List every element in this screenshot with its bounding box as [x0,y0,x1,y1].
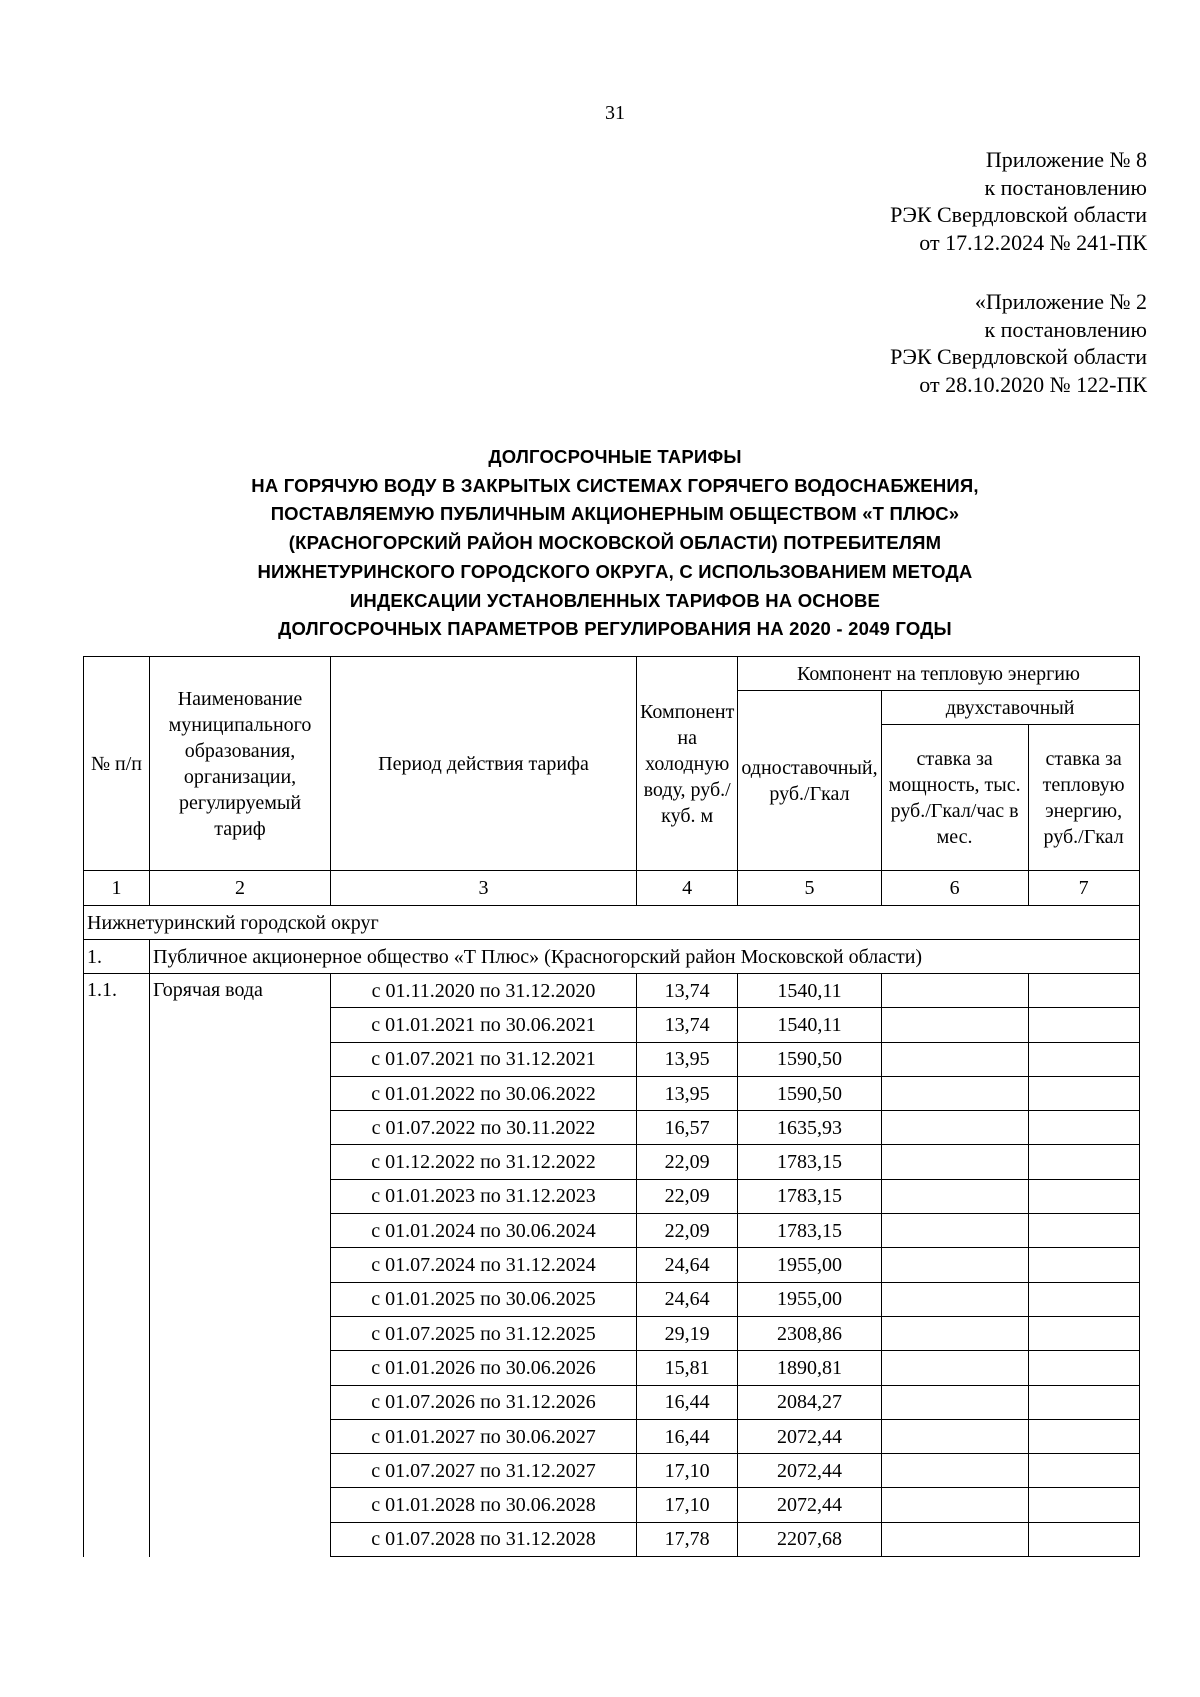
energy-rate-cell [1028,974,1139,1008]
title-line: ДОЛГОСРОЧНЫЕ ТАРИФЫ [488,446,742,467]
energy-rate-cell [1028,1522,1139,1556]
title-line: ИНДЕКСАЦИИ УСТАНОВЛЕННЫХ ТАРИФОВ НА ОСНОВЕ [349,589,881,611]
single-rate-cell: 2308,86 [738,1316,881,1350]
cold-water-cell: 13,74 [637,974,738,1008]
single-rate-cell: 1590,50 [738,1076,881,1110]
cold-water-cell: 16,44 [637,1419,738,1453]
title-line: НИЖНЕТУРИНСКОГО ГОРОДСКОГО ОКРУГА, С ИСПОЛЬЗОВАНИЕМ МЕТОДА [257,560,973,582]
single-rate-cell: 2207,68 [738,1522,881,1556]
cold-water-cell: 22,09 [637,1214,738,1248]
energy-rate-cell [1028,1076,1139,1110]
table-row [84,974,1140,1008]
energy-rate-cell [1028,1145,1139,1179]
district-row: Нижнетуринский городской округ [84,906,1140,940]
energy-rate-cell [1028,1488,1139,1522]
cold-water-cell: 22,09 [637,1145,738,1179]
capacity-rate-cell [881,1008,1028,1042]
page-number: 31 [605,102,625,124]
capacity-rate-cell [881,1419,1028,1453]
title-line: ПОСТАВЛЯЕМУЮ ПУБЛИЧНЫМ АКЦИОНЕРНЫМ ОБЩЕСТВОМ «Т ПЛЮС» [270,503,960,525]
single-rate-cell: 1783,15 [738,1145,881,1179]
header-energy-rate: ставка за тепловую энергию, руб./Гкал [1028,725,1139,871]
cold-water-cell: 17,78 [637,1522,738,1556]
single-rate-cell: 1783,15 [738,1179,881,1213]
header-name: Наименование муниципального образования, организации, регулируемый тариф [150,657,331,871]
capacity-rate-cell [881,1522,1028,1556]
tariff-table [83,656,1140,1557]
period-cell: с 01.07.2022 по 30.11.2022 [331,1111,637,1145]
energy-rate-cell [1028,1385,1139,1419]
column-number: 3 [331,871,637,906]
cold-water-cell: 24,64 [637,1248,738,1282]
cold-water-cell: 15,81 [637,1351,738,1385]
header-period: Период действия тарифа [331,657,637,871]
period-cell: с 01.07.2024 по 31.12.2024 [331,1248,637,1282]
period-cell: с 01.01.2025 по 30.06.2025 [331,1282,637,1316]
period-cell: с 01.01.2028 по 30.06.2028 [331,1488,637,1522]
energy-rate-cell [1028,1419,1139,1453]
cold-water-cell: 22,09 [637,1179,738,1213]
energy-rate-cell [1028,1111,1139,1145]
column-number: 2 [150,871,331,906]
cold-water-cell: 24,64 [637,1282,738,1316]
energy-rate-cell [1028,1179,1139,1213]
single-rate-cell: 1783,15 [738,1214,881,1248]
capacity-rate-cell [881,1248,1028,1282]
org-number: 1. [84,940,150,974]
cold-water-cell: 17,10 [637,1454,738,1488]
capacity-rate-cell [881,1488,1028,1522]
appendix-date: от 17.12.2024 № 241-ПК [919,229,1147,255]
cold-water-cell: 13,95 [637,1042,738,1076]
title-line: НА ГОРЯЧУЮ ВОДУ В ЗАКРЫТЫХ СИСТЕМАХ ГОРЯЧЕГО ВОДОСНАБЖЕНИЯ, [251,474,979,496]
header-two-rate: двухставочный [881,691,1139,725]
capacity-rate-cell [881,1042,1028,1076]
capacity-rate-cell [881,1351,1028,1385]
single-rate-cell: 1590,50 [738,1042,881,1076]
single-rate-cell: 1890,81 [738,1351,881,1385]
energy-rate-cell [1028,1316,1139,1350]
energy-rate-cell [1028,1042,1139,1076]
single-rate-cell: 2072,44 [738,1419,881,1453]
document-title [80,443,1150,644]
capacity-rate-cell [881,1316,1028,1350]
column-number: 5 [738,871,881,906]
column-number: 6 [881,871,1028,906]
single-rate-cell: 2084,27 [738,1385,881,1419]
period-cell: с 01.01.2024 по 30.06.2024 [331,1214,637,1248]
capacity-rate-cell [881,1076,1028,1110]
period-cell: с 01.07.2027 по 31.12.2027 [331,1454,637,1488]
energy-rate-cell [1028,1351,1139,1385]
cold-water-cell: 17,10 [637,1488,738,1522]
title-line: ДОЛГОСРОЧНЫХ ПАРАМЕТРОВ РЕГУЛИРОВАНИЯ НА 2020 - 2049 ГОДЫ [278,618,952,640]
capacity-rate-cell [881,1282,1028,1316]
energy-rate-cell [1028,1008,1139,1042]
single-rate-cell: 2072,44 [738,1488,881,1522]
energy-rate-cell [1028,1454,1139,1488]
cold-water-cell: 29,19 [637,1316,738,1350]
single-rate-cell: 2072,44 [738,1454,881,1488]
column-number: 1 [84,871,150,906]
header-cold-water: Компонент на холодную воду, руб./куб. м [637,657,738,871]
tariff-number: 1.1. [84,974,150,1557]
period-cell: с 01.01.2027 по 30.06.2027 [331,1419,637,1453]
column-number: 4 [637,871,738,906]
appendix-line: к постановлению [984,174,1147,200]
capacity-rate-cell [881,1454,1028,1488]
header-capacity-rate: ставка за мощность, тыс. руб./Гкал/час в мес. [881,725,1028,871]
capacity-rate-cell [881,1145,1028,1179]
cold-water-cell: 16,57 [637,1111,738,1145]
capacity-rate-cell [881,1385,1028,1419]
cold-water-cell: 16,44 [637,1385,738,1419]
title-line: (КРАСНОГОРСКИЙ РАЙОН МОСКОВСКОЙ ОБЛАСТИ) ПОТРЕБИТЕЛЯМ [288,532,942,554]
capacity-rate-cell [881,1179,1028,1213]
period-cell: с 01.07.2021 по 31.12.2021 [331,1042,637,1076]
appendix-reference-original [890,288,1147,398]
capacity-rate-cell [881,1214,1028,1248]
header-heat-component: Компонент на тепловую энергию [738,657,1139,691]
period-cell: с 01.01.2023 по 31.12.2023 [331,1179,637,1213]
single-rate-cell: 1955,00 [738,1282,881,1316]
energy-rate-cell [1028,1214,1139,1248]
appendix-line: к постановлению [984,316,1147,342]
tariff-name: Горячая вода [150,974,331,1557]
period-cell: с 01.01.2022 по 30.06.2022 [331,1076,637,1110]
header-num: № п/п [84,657,150,871]
period-cell: с 01.07.2026 по 31.12.2026 [331,1385,637,1419]
period-cell: с 01.07.2025 по 31.12.2025 [331,1316,637,1350]
org-name: Публичное акционерное общество «Т Плюс» (Красногорский район Московской области) [150,940,1140,974]
single-rate-cell: 1540,11 [738,1008,881,1042]
energy-rate-cell [1028,1282,1139,1316]
period-cell: с 01.11.2020 по 31.12.2020 [331,974,637,1008]
period-cell: с 01.12.2022 по 31.12.2022 [331,1145,637,1179]
header-single-rate: одноставочный, руб./Гкал [738,691,881,871]
single-rate-cell: 1540,11 [738,974,881,1008]
appendix-date: от 28.10.2020 № 122-ПК [919,371,1147,397]
cold-water-cell: 13,74 [637,1008,738,1042]
capacity-rate-cell [881,1111,1028,1145]
period-cell: с 01.01.2021 по 30.06.2021 [331,1008,637,1042]
appendix-authority: РЭК Свердловской области [890,344,1147,369]
energy-rate-cell [1028,1248,1139,1282]
period-cell: с 01.01.2026 по 30.06.2026 [331,1351,637,1385]
cold-water-cell: 13,95 [637,1076,738,1110]
appendix-reference-current [890,146,1147,256]
column-number: 7 [1028,871,1139,906]
appendix-authority: РЭК Свердловской области [890,202,1147,227]
period-cell: с 01.07.2028 по 31.12.2028 [331,1522,637,1556]
capacity-rate-cell [881,974,1028,1008]
appendix-title: Приложение № 8 [985,147,1147,172]
single-rate-cell: 1635,93 [738,1111,881,1145]
appendix-title: «Приложение № 2 [974,289,1147,314]
single-rate-cell: 1955,00 [738,1248,881,1282]
